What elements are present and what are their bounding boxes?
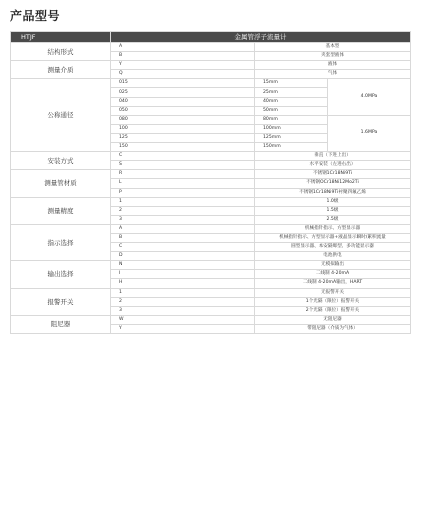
option-description: 不锈钢1Cr18Ni9Ti衬聚四氟乙烯 xyxy=(255,188,411,197)
option-code: N xyxy=(111,261,255,270)
option-description: 夹套型液体 xyxy=(255,52,411,61)
option-code: P xyxy=(111,188,255,197)
option-code: D xyxy=(111,252,255,261)
option-code: A xyxy=(111,224,255,233)
section-label: 安装方式 xyxy=(11,152,111,170)
section-label: 输出选择 xyxy=(11,261,111,288)
option-description: 机械指针指示、方型显示器+液晶显示瞬时/累积流量 xyxy=(255,233,411,242)
option-description: 二线制 4-20mA输出，HART xyxy=(255,279,411,288)
nominal-size: 50mm xyxy=(255,106,328,115)
option-description: 基本型 xyxy=(255,43,411,52)
option-code: 1 xyxy=(111,197,255,206)
option-code: 125 xyxy=(111,133,255,142)
section-label: 阻尼器 xyxy=(11,315,111,333)
option-description: 不锈钢OCr18Ni12Mo2Ti xyxy=(255,179,411,188)
option-description: 不锈钢1Cr18Ni9Ti xyxy=(255,170,411,179)
option-description: 电池供电 xyxy=(255,252,411,261)
option-code: 150 xyxy=(111,143,255,152)
header-product-name: 金属管浮子流量计 xyxy=(111,32,411,43)
option-code: C xyxy=(111,243,255,252)
option-code: 2 xyxy=(111,206,255,215)
nominal-size: 150mm xyxy=(255,143,328,152)
section-label: 测量介质 xyxy=(11,61,111,79)
table-row xyxy=(11,261,411,270)
table-row xyxy=(11,224,411,233)
table-row xyxy=(11,197,411,206)
model-spec-table xyxy=(10,31,411,334)
option-description: 带阻尼器（介质为气体） xyxy=(255,324,411,333)
option-description: 水平安装（左进右出） xyxy=(255,161,411,170)
option-code: I xyxy=(111,270,255,279)
nominal-size: 15mm xyxy=(255,79,328,88)
option-description: 二线制 4-20mA xyxy=(255,270,411,279)
option-code: A xyxy=(111,43,255,52)
option-code: B xyxy=(111,233,255,242)
option-code: W xyxy=(111,315,255,324)
option-description: 无报警开关 xyxy=(255,288,411,297)
page-title: 产品型号 xyxy=(10,9,61,23)
option-code: L xyxy=(111,179,255,188)
option-description: 1个光隔（限位）报警开关 xyxy=(255,297,411,306)
option-description: 圆型显示器、本安隔爆型、多功能显示器 xyxy=(255,243,411,252)
table-row xyxy=(11,170,411,179)
section-label: 结构形式 xyxy=(11,43,111,61)
option-description: 液体 xyxy=(255,61,411,70)
option-code: Y xyxy=(111,324,255,333)
option-description: 机械指针指示、方型显示器 xyxy=(255,224,411,233)
table-row xyxy=(11,288,411,297)
option-code: H xyxy=(111,279,255,288)
nominal-size: 100mm xyxy=(255,124,328,133)
table-row xyxy=(11,152,411,161)
option-description: 无模拟输出 xyxy=(255,261,411,270)
option-code: 040 xyxy=(111,97,255,106)
nominal-size: 25mm xyxy=(255,88,328,97)
option-description: 气体 xyxy=(255,70,411,79)
nominal-size: 125mm xyxy=(255,133,328,142)
option-code: Y xyxy=(111,61,255,70)
section-label: 测量管材质 xyxy=(11,170,111,197)
option-code: 050 xyxy=(111,106,255,115)
option-code: 3 xyxy=(111,306,255,315)
table-row xyxy=(11,61,411,70)
header-model-code: HTJF xyxy=(11,32,111,43)
option-description: 2个光隔（限位）报警开关 xyxy=(255,306,411,315)
section-label: 测量精度 xyxy=(11,197,111,224)
section-label: 公称通径 xyxy=(11,79,111,152)
option-code: B xyxy=(111,52,255,61)
option-code: 2 xyxy=(111,297,255,306)
section-label: 指示选择 xyxy=(11,224,111,260)
option-code: S xyxy=(111,161,255,170)
table-row xyxy=(11,43,411,52)
option-description: 2.5级 xyxy=(255,215,411,224)
pressure-rating: 1.6MPa xyxy=(328,115,411,151)
table-header-row xyxy=(11,32,411,43)
option-code: 1 xyxy=(111,288,255,297)
option-code: Q xyxy=(111,70,255,79)
table-row xyxy=(11,79,411,88)
option-code: 080 xyxy=(111,115,255,124)
option-code: 100 xyxy=(111,124,255,133)
pressure-rating: 4.0MPa xyxy=(328,79,411,115)
option-description: 垂直（下进上出） xyxy=(255,152,411,161)
nominal-size: 40mm xyxy=(255,97,328,106)
section-label: 报警开关 xyxy=(11,288,111,315)
nominal-size: 80mm xyxy=(255,115,328,124)
option-code: R xyxy=(111,170,255,179)
option-description: 1.0级 xyxy=(255,197,411,206)
option-code: C xyxy=(111,152,255,161)
table-row xyxy=(11,315,411,324)
option-description: 无阻尼器 xyxy=(255,315,411,324)
option-code: 3 xyxy=(111,215,255,224)
option-code: 015 xyxy=(111,79,255,88)
option-description: 1.5级 xyxy=(255,206,411,215)
option-code: 025 xyxy=(111,88,255,97)
